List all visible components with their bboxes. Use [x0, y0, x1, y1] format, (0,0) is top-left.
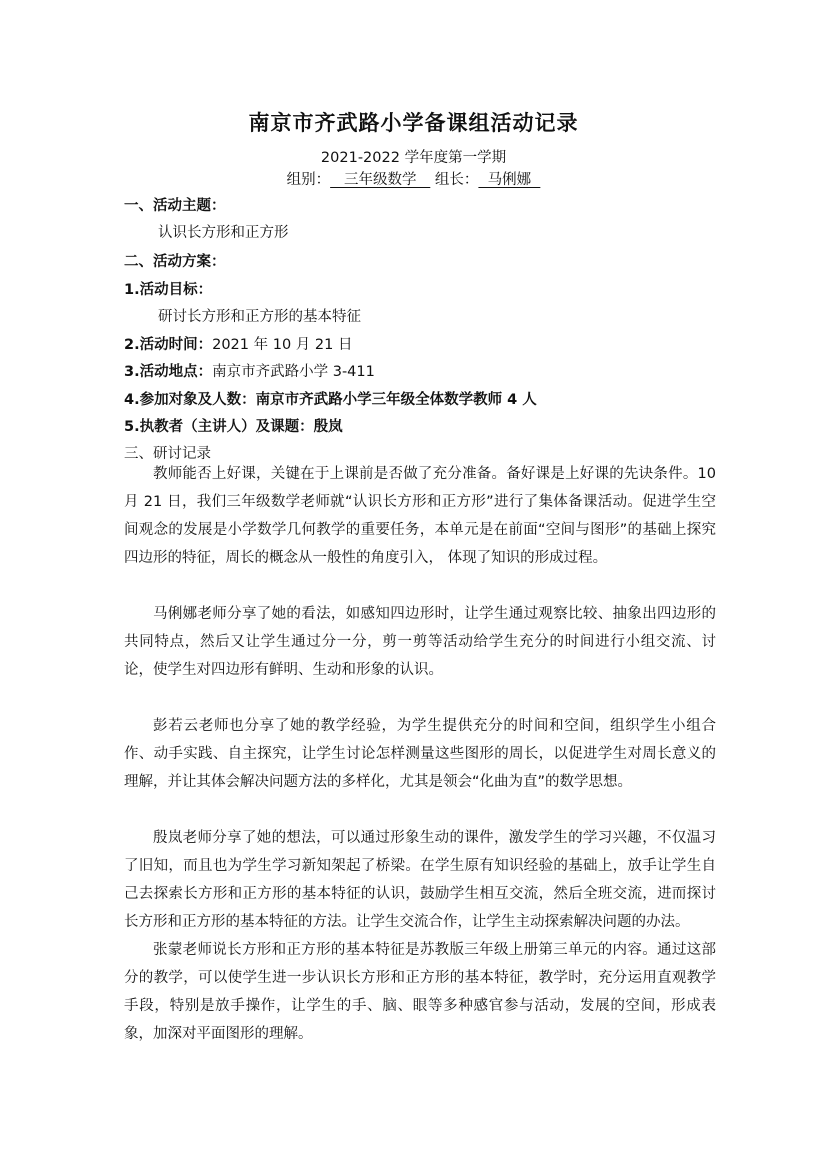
paragraph-1: 教师能否上好课，关键在于上课前是否做了充分准备。备好课是上好课的先诀条件。10 月 21 日，我们三年级数学老师就“认识长方形和正方形”进行了集体备课活动。促进学生空间观念的发展是小学数学几何教学的重要任务，本单元是在前面“空间与图形”的基础上探究四边形的特征，周长的概念从一般性的角度引入， 体现了知识的形成过程。 [124, 466, 716, 566]
teacher-label: 5.执教者（主讲人）及课题： [124, 419, 314, 435]
section-1-text: 认识长方形和正方形 [158, 225, 289, 241]
section-2-heading: 二、活动方案： [124, 254, 226, 270]
section-1-heading: 一、活动主题： [124, 198, 226, 214]
people-value: 南京市齐武路小学三年级全体数学教师 4 人 [255, 392, 537, 408]
place-label: 3.活动地点： [124, 364, 213, 380]
teacher-value: 殷岚 [313, 419, 343, 435]
place-line [124, 360, 375, 381]
people-line [124, 388, 537, 409]
group-line [0, 168, 827, 189]
time-label: 2.活动时间： [124, 337, 213, 353]
time-value: 2021 年 10 月 21 日 [212, 337, 353, 353]
semester-line: 2021-2022 学年度第一学期 [320, 150, 507, 166]
goal-heading: 1.活动目标： [124, 282, 213, 298]
paragraph-5: 张蒙老师说长方形和正方形的基本特征是苏教版三年级上册第三单元的内容。通过这部分的教学，可以使学生进一步认识长方形和正方形的基本特征，教学时，充分运用直观教学手段，特别是放手操作，让学生的手、脑、眼等多种感官参与活动，发展的空间，形成表象，加深对平面图形的理解。 [124, 942, 716, 1042]
goal-text: 研讨长方形和正方形的基本特征 [158, 309, 361, 325]
leader-label: 组长： [434, 172, 479, 188]
paragraph-4: 殷岚老师分享了她的想法，可以通过形象生动的课件，激发学生的学习兴趣，不仅温习了旧知，而且也为学生学习新知架起了桥梁。在学生原有知识经验的基础上，放手让学生自己去探索长方形和正方形的基本特征的认识，鼓励学生相互交流，然后全班交流，进而探讨长方形和正方形的基本特征的方法。让学生交流合作，让学生主动探索解决问题的办法。 [124, 830, 716, 930]
teacher-line [124, 415, 343, 436]
document-title: 南京市齐武路小学备课组活动记录 [248, 111, 579, 135]
place-value: 南京市齐武路小学 3-411 [212, 364, 375, 380]
section-3-heading: 三、研讨记录 [124, 446, 211, 462]
paragraph-3: 彭若云老师也分享了她的教学经验，为学生提供充分的时间和空间，组织学生小组合作、动手实践、自主探究，让学生讨论怎样测量这些图形的周长，以促进学生对周长意义的理解，并让其体会解决问题方法的多样化，尤其是领会“化曲为直”的数学思想。 [124, 718, 716, 790]
people-label: 4.参加对象及人数： [124, 392, 256, 408]
leader-value: 马俐娜 [478, 172, 541, 188]
group-value: 三年级数学 [330, 172, 431, 188]
group-label: 组别： [286, 172, 331, 188]
time-line [124, 333, 352, 354]
paragraph-2: 马俐娜老师分享了她的看法，如感知四边形时，让学生通过观察比较、抽象出四边形的共同特点，然后又让学生通过分一分，剪一剪等活动给学生充分的时间进行小组交流、讨论，使学生对四边形有鲜明、生动和形象的认识。 [124, 606, 716, 678]
